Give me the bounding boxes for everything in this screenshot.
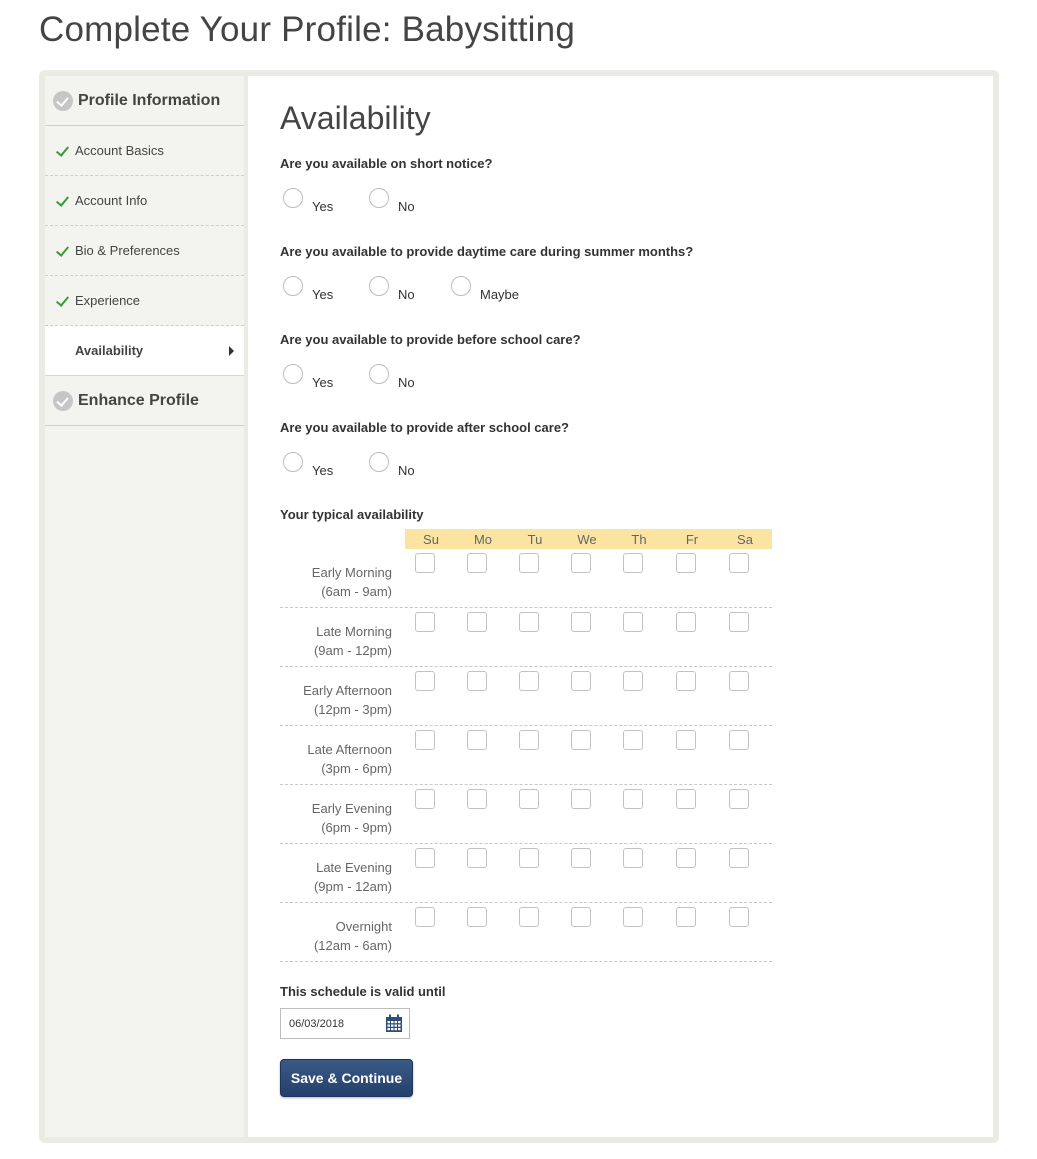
question-short-notice: Are you available on short notice? xyxy=(280,156,493,171)
radio-circle[interactable] xyxy=(369,452,389,472)
radio-circle[interactable] xyxy=(283,276,303,296)
slot-name: Late Morning xyxy=(316,624,392,639)
slot-label xyxy=(280,858,392,896)
radio-circle[interactable] xyxy=(283,452,303,472)
availability-checkbox[interactable] xyxy=(729,553,749,573)
day-label: Th xyxy=(631,532,647,547)
availability-row xyxy=(280,549,772,608)
availability-checkbox[interactable] xyxy=(467,553,487,573)
radio-label: No xyxy=(398,287,415,302)
availability-checkbox[interactable] xyxy=(729,848,749,868)
availability-checkbox[interactable] xyxy=(415,612,435,632)
sidebar-item-label: Availability xyxy=(75,343,144,358)
sidebar-item-label: Experience xyxy=(75,293,141,308)
availability-checkbox[interactable] xyxy=(519,907,539,927)
availability-row xyxy=(280,608,772,667)
availability-checkbox[interactable] xyxy=(623,553,643,573)
availability-checkbox[interactable] xyxy=(415,789,435,809)
save-continue-button[interactable]: Save & Continue xyxy=(280,1059,413,1097)
sidebar-item-account-info[interactable] xyxy=(45,176,244,226)
sidebar-section-label: Profile Information xyxy=(78,91,221,109)
question-after-school: Are you available to provide after school care? xyxy=(280,420,569,435)
check-circle-icon xyxy=(53,391,73,411)
radio-circle[interactable] xyxy=(369,276,389,296)
availability-checkbox[interactable] xyxy=(519,612,539,632)
availability-checkbox[interactable] xyxy=(571,612,591,632)
slot-label xyxy=(280,563,392,601)
radio-label: Yes xyxy=(312,199,334,214)
radio-circle[interactable] xyxy=(369,188,389,208)
page-title: Complete Your Profile: Babysitting xyxy=(39,10,575,49)
availability-checkbox[interactable] xyxy=(676,848,696,868)
slot-name: Early Afternoon xyxy=(303,683,392,698)
availability-row xyxy=(280,667,772,726)
availability-checkbox[interactable] xyxy=(415,907,435,927)
valid-until-label: This schedule is valid until xyxy=(280,984,446,999)
sidebar-item-label: Account Basics xyxy=(75,143,164,158)
sidebar-section-profile-information[interactable] xyxy=(45,76,244,126)
day-label: Tu xyxy=(527,532,543,547)
radio-label: Yes xyxy=(312,463,334,478)
availability-checkbox[interactable] xyxy=(676,907,696,927)
checkmark-icon xyxy=(55,194,69,208)
availability-checkbox[interactable] xyxy=(676,612,696,632)
availability-checkbox[interactable] xyxy=(623,907,643,927)
slot-label xyxy=(280,740,392,778)
availability-checkbox[interactable] xyxy=(519,730,539,750)
calendar-icon[interactable] xyxy=(385,1014,403,1033)
radio-circle[interactable] xyxy=(283,188,303,208)
sidebar-section-enhance-profile[interactable] xyxy=(45,376,244,426)
availability-checkbox[interactable] xyxy=(729,612,749,632)
availability-row xyxy=(280,844,772,903)
availability-checkbox[interactable] xyxy=(571,789,591,809)
availability-row xyxy=(280,903,772,962)
slot-time: (6pm - 9pm) xyxy=(321,820,392,835)
sidebar-item-label: Bio & Preferences xyxy=(75,243,180,258)
date-picker[interactable] xyxy=(280,1008,410,1039)
availability-checkbox[interactable] xyxy=(519,848,539,868)
availability-checkbox[interactable] xyxy=(729,671,749,691)
availability-checkbox[interactable] xyxy=(467,730,487,750)
sidebar-item-bio-preferences[interactable] xyxy=(45,226,244,276)
sidebar-section-label: Enhance Profile xyxy=(78,391,199,409)
availability-checkbox[interactable] xyxy=(623,848,643,868)
radio-label: No xyxy=(398,463,415,478)
radio-circle[interactable] xyxy=(369,364,389,384)
availability-row xyxy=(280,726,772,785)
slot-time: (12pm - 3pm) xyxy=(313,702,392,717)
availability-checkbox[interactable] xyxy=(676,553,696,573)
slot-label xyxy=(280,799,392,837)
check-circle-icon xyxy=(53,91,73,111)
day-label: Fr xyxy=(685,532,699,547)
main-panel xyxy=(248,76,993,1137)
question-before-school: Are you available to provide before school care? xyxy=(280,332,581,347)
date-input[interactable] xyxy=(281,1009,381,1038)
sidebar-item-experience[interactable] xyxy=(45,276,244,326)
slot-label xyxy=(280,622,392,660)
day-header xyxy=(405,529,772,549)
availability-checkbox[interactable] xyxy=(571,553,591,573)
availability-checkbox[interactable] xyxy=(467,612,487,632)
radio-circle[interactable] xyxy=(451,276,471,296)
availability-checkbox[interactable] xyxy=(571,671,591,691)
caret-right-icon xyxy=(229,346,234,356)
availability-checkbox[interactable] xyxy=(676,671,696,691)
availability-checkbox[interactable] xyxy=(415,848,435,868)
availability-checkbox[interactable] xyxy=(415,553,435,573)
slot-name: Late Afternoon xyxy=(307,742,392,757)
checkmark-icon xyxy=(55,244,69,258)
slot-name: Late Evening xyxy=(316,860,392,875)
slot-name: Early Evening xyxy=(311,801,392,816)
availability-checkbox[interactable] xyxy=(467,671,487,691)
day-label: Mo xyxy=(473,532,493,547)
availability-checkbox[interactable] xyxy=(729,789,749,809)
radio-circle[interactable] xyxy=(283,364,303,384)
availability-checkbox[interactable] xyxy=(571,907,591,927)
availability-checkbox[interactable] xyxy=(571,848,591,868)
radio-label: Yes xyxy=(312,287,334,302)
availability-checkbox[interactable] xyxy=(729,907,749,927)
day-label: Sa xyxy=(737,532,753,547)
slot-time: (6am - 9am) xyxy=(321,584,392,599)
sidebar-item-label: Account Info xyxy=(75,193,148,208)
availability-checkbox[interactable] xyxy=(623,671,643,691)
availability-checkbox[interactable] xyxy=(519,553,539,573)
question-summer-care: Are you available to provide daytime care during summer months? xyxy=(280,244,694,259)
radio-label: Yes xyxy=(312,375,334,390)
sidebar xyxy=(45,76,244,1137)
slot-time: (9am - 12pm) xyxy=(313,643,392,658)
availability-checkbox[interactable] xyxy=(623,789,643,809)
radio-label: No xyxy=(398,199,415,214)
slot-label xyxy=(280,681,392,719)
availability-checkbox[interactable] xyxy=(415,671,435,691)
slot-time: (12am - 6am) xyxy=(313,938,392,953)
availability-checkbox[interactable] xyxy=(676,789,696,809)
section-title: Availability xyxy=(280,100,431,136)
slot-name: Early Morning xyxy=(311,565,392,580)
day-label: Su xyxy=(423,532,439,547)
checkmark-icon xyxy=(55,294,69,308)
availability-checkbox[interactable] xyxy=(623,730,643,750)
slot-label xyxy=(280,917,392,955)
availability-checkbox[interactable] xyxy=(467,789,487,809)
sidebar-item-availability[interactable] xyxy=(45,326,244,376)
slot-time: (3pm - 6pm) xyxy=(321,761,392,776)
availability-checkbox[interactable] xyxy=(519,789,539,809)
radio-label: Maybe xyxy=(480,287,520,302)
checkmark-icon xyxy=(55,144,69,158)
availability-checkbox[interactable] xyxy=(415,730,435,750)
availability-checkbox[interactable] xyxy=(729,730,749,750)
availability-checkbox[interactable] xyxy=(676,730,696,750)
availability-checkbox[interactable] xyxy=(467,848,487,868)
availability-checkbox[interactable] xyxy=(571,730,591,750)
availability-checkbox[interactable] xyxy=(467,907,487,927)
radio-label: No xyxy=(398,375,415,390)
day-label: We xyxy=(577,532,597,547)
slot-time: (9pm - 12am) xyxy=(313,879,392,894)
availability-checkbox[interactable] xyxy=(519,671,539,691)
availability-checkbox[interactable] xyxy=(623,612,643,632)
slot-name: Overnight xyxy=(335,919,392,934)
availability-row xyxy=(280,785,772,844)
sidebar-item-account-basics[interactable] xyxy=(45,126,244,176)
availability-grid-label: Your typical availability xyxy=(280,507,424,522)
